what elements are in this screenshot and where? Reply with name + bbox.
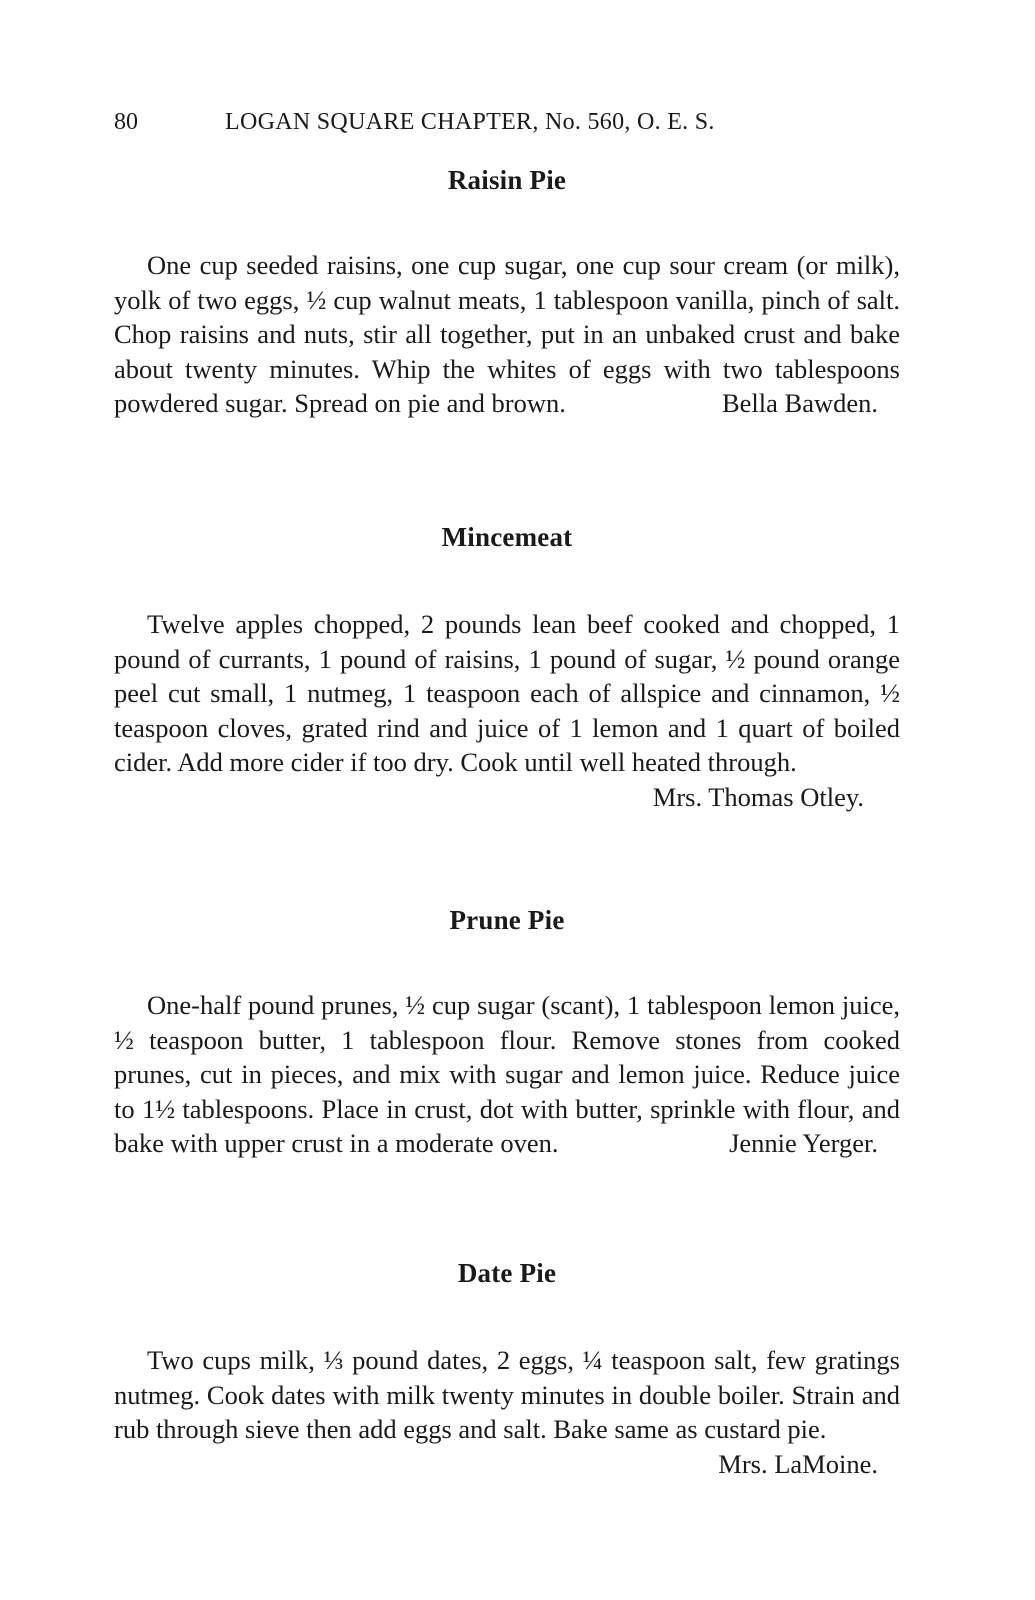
recipe-body xyxy=(114,1343,900,1479)
recipe-author: Bella Bawden. xyxy=(721,388,878,418)
recipe-title: Prune Pie xyxy=(449,905,565,935)
recipe-title: Date Pie xyxy=(457,1258,557,1288)
recipe-date-pie xyxy=(114,1255,900,1481)
recipe-body xyxy=(114,988,900,1161)
recipe-text: Twelve apples chopped, 2 pounds lean beef cooked and chopped, 1 pound of currants, 1 pound of raisins, 1 pound of sugar, ½ pound orange peel cut small, 1 nutmeg, 1 teaspoon each of allspice and cinnamon, ½ teaspoon cloves, grated rind and juice of 1 lemon and 1 quart of boiled cider. Add more cider if too dry. Cook until well heated through. xyxy=(114,609,900,777)
recipe-author: Mrs. Thomas Otley. xyxy=(652,781,864,812)
recipe-text: Two cups milk, ⅓ pound dates, 2 eggs, ¼ teaspoon salt, few gratings nutmeg. Cook dates with milk twenty minutes in double boiler. Strain and rub through sieve then add eggs and salt. Bake same as custard pie. xyxy=(114,1345,900,1444)
recipe-title: Raisin Pie xyxy=(447,165,567,195)
recipe-body xyxy=(114,607,900,780)
recipe-author: Jennie Yerger. xyxy=(729,1128,878,1158)
page-number: 80 xyxy=(114,109,138,135)
recipe-raisin-pie xyxy=(114,162,900,421)
recipe-prune-pie xyxy=(114,902,900,1161)
recipe-text: One-half pound prunes, ½ cup sugar (scant), 1 tablespoon lemon juice, ½ teaspoon butter, 1 tablespoon flour. Remove stones from cooked prunes, cut in pieces, and mix with sugar and lemon juice. Reduce juice to 1½ tablespoons. Place in crust, dot with butter, sprinkle with flour, and bake with upper crust in a moderate oven. xyxy=(114,990,900,1158)
chapter-title: LOGAN SQUARE CHAPTER, No. 560, O. E. S. xyxy=(225,109,715,135)
recipe-body xyxy=(114,248,900,421)
running-head xyxy=(0,104,1035,140)
recipe-title: Mincemeat xyxy=(441,522,573,552)
recipe-author: Mrs. LaMoine. xyxy=(718,1448,878,1479)
recipe-mincemeat xyxy=(114,519,900,814)
recipe-text: One cup seeded raisins, one cup sugar, one cup sour cream (or milk), yolk of two eggs, ½ cup walnut meats, 1 tablespoon vanilla, pinch of salt. Chop raisins and nuts, stir all together, put in an unbaked crust and bake about twenty minutes. Whip the whites of eggs with two tablespoons powdered sugar. Spread on pie and brown. xyxy=(114,250,900,418)
